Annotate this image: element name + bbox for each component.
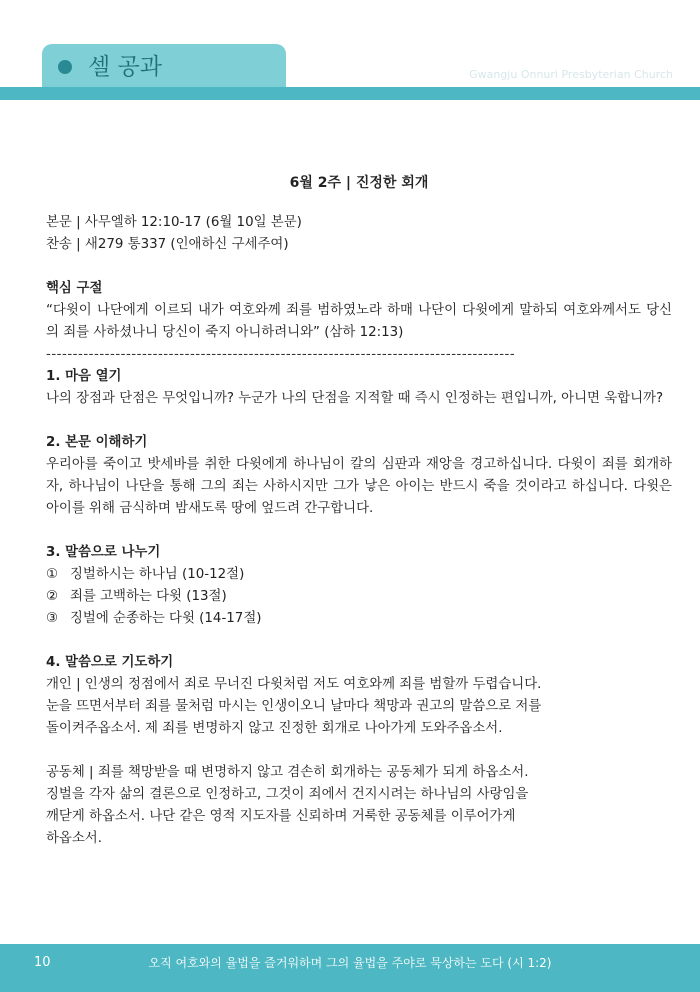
personal-prayer-line: 개인 | 인생의 정점에서 죄로 무너진 다윗처럼 저도 여호와께 죄를 범할까 두렵습니다. bbox=[46, 677, 542, 692]
church-name: Gwangju Onnuri Presbyterian Church bbox=[469, 68, 673, 81]
section-3-title: 3. 말씀으로 나누기 bbox=[46, 545, 161, 560]
key-verse-title: 핵심 구절 bbox=[46, 281, 103, 296]
list-item bbox=[46, 586, 672, 608]
hymn-reference: 찬송 | 새279 통337 (인애하신 구세주여) bbox=[46, 237, 289, 252]
section-1-body: 나의 장점과 단점은 무엇입니까? 누군가 나의 단점을 지적할 때 즉시 인정하는 편입니까, 아니면 욱합니까? bbox=[46, 391, 664, 406]
list-item bbox=[46, 564, 672, 586]
community-prayer-line: 하옵소서. bbox=[46, 831, 102, 846]
community-prayer-line: 깨닫게 하옵소서. 나단 같은 영적 지도자를 신뢰하며 거룩한 공동체를 이루어가게 bbox=[46, 809, 516, 824]
community-prayer-line: 징벌을 각자 삶의 결론으로 인정하고, 그것이 죄에서 건지시려는 하나님의 사랑임을 bbox=[46, 787, 529, 802]
list-item-text: 죄를 고백하는 다윗 (13절) bbox=[70, 589, 227, 604]
page-number: 10 bbox=[34, 955, 51, 970]
footer-bar bbox=[0, 944, 700, 992]
section-2-title: 2. 본문 이해하기 bbox=[46, 435, 148, 450]
scripture-reference: 본문 | 사무엘하 12:10-17 (6월 10일 본문) bbox=[46, 215, 302, 230]
list-item bbox=[46, 608, 672, 630]
page-title: 셀 공과 bbox=[88, 54, 162, 80]
header-tab bbox=[42, 44, 286, 90]
circled-number: ① bbox=[46, 567, 59, 582]
list-item-text: 징벌에 순종하는 다윗 (14-17절) bbox=[70, 611, 262, 626]
section-1-title: 1. 마음 열기 bbox=[46, 369, 122, 384]
bullet-dot-icon bbox=[58, 60, 72, 74]
community-prayer-line: 공동체 | 죄를 책망받을 때 변명하지 않고 겸손히 회개하는 공동체가 되게 하옵소서. bbox=[46, 765, 529, 780]
divider: ---------------------------------------------------------------------------------------- bbox=[46, 347, 516, 362]
footer-verse: 오직 여호와의 율법을 즐거워하며 그의 율법을 주야로 묵상하는 도다 (시 1:2) bbox=[148, 956, 552, 970]
lesson-content bbox=[46, 172, 672, 850]
circled-number: ② bbox=[46, 589, 59, 604]
section-4-title: 4. 말씀으로 기도하기 bbox=[46, 655, 174, 670]
circled-number: ③ bbox=[46, 611, 59, 626]
personal-prayer-line: 눈을 뜨면서부터 죄를 물처럼 마시는 인생이오니 날마다 책망과 권고의 말씀으로 저를 bbox=[46, 699, 542, 714]
header-bar bbox=[0, 87, 700, 100]
personal-prayer-line: 돌이켜주옵소서. 제 죄를 변명하지 않고 진정한 회개로 나아가게 도와주옵소서. bbox=[46, 721, 503, 736]
key-verse-text: “다윗이 나단에게 이르되 내가 여호와께 죄를 범하였노라 하매 나단이 다윗에게 말하되 여호와께서도 당신의 죄를 사하셨나니 당신이 죽지 아니하려니와” (삼하 12:13) bbox=[46, 303, 672, 340]
list-item-text: 징벌하시는 하나님 (10-12절) bbox=[70, 567, 245, 582]
section-2-body: 우리아를 죽이고 밧세바를 취한 다윗에게 하나님이 칼의 심판과 재앙을 경고하십니다. 다윗이 죄를 회개하자, 하나님이 나단을 통해 그의 죄는 사하시지만 그가 낳은 아이는 반드시 죽을 것이라고 하십니다. 다윗은 아이를 위해 금식하며 밤새도록 땅에 엎드려 간구합니다. bbox=[46, 457, 672, 516]
lesson-headline: 6월 2주 | 진정한 회개 bbox=[289, 175, 429, 191]
